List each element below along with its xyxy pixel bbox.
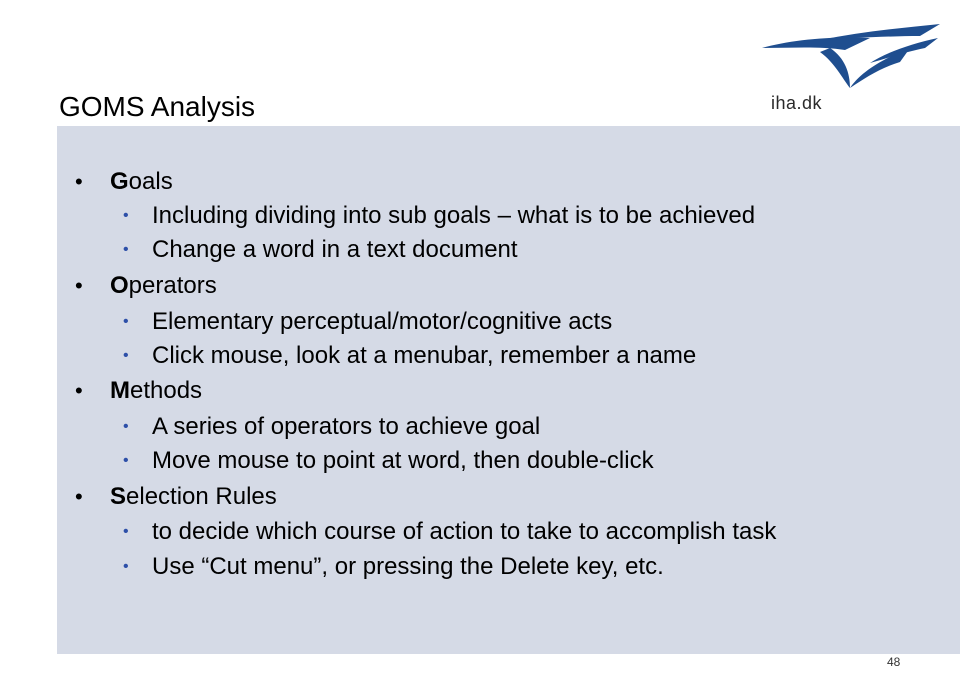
- bullet-rest: ethods: [130, 377, 203, 404]
- content-panel: [57, 126, 960, 654]
- sub-bullet-text: Elementary perceptual/motor/cognitive acts: [152, 308, 613, 335]
- logo-text: iha.dk: [771, 93, 823, 113]
- bullet-rest: election Rules: [126, 483, 277, 510]
- bullet-rest: oals: [128, 168, 173, 195]
- sub-bullet-text: Move mouse to point at word, then double-click: [152, 447, 654, 474]
- bullet-dot: •: [75, 484, 83, 509]
- sub-bullet-text: Including dividing into sub goals – what is to be achieved: [152, 202, 756, 229]
- sub-bullet-dot: •: [123, 241, 129, 258]
- sub-bullet-dot: •: [123, 207, 129, 224]
- sub-bullet-dot: •: [123, 523, 129, 540]
- bullet-lead: M: [110, 377, 130, 404]
- bullet-dot: •: [75, 273, 83, 298]
- sub-bullet-text: to decide which course of action to take to accomplish task: [152, 518, 777, 545]
- sub-bullet-text: Change a word in a text document: [152, 236, 518, 263]
- sub-bullet-text: Click mouse, look at a menubar, remember a name: [152, 342, 697, 369]
- page-number: 48: [887, 655, 901, 669]
- sub-bullet-dot: •: [123, 347, 129, 364]
- sub-bullet-text: Use “Cut menu”, or pressing the Delete key, etc.: [152, 553, 664, 580]
- bullet-dot: •: [75, 169, 83, 194]
- sub-bullet-dot: •: [123, 452, 129, 469]
- bullet-lead: G: [110, 168, 129, 195]
- sub-bullet-dot: •: [123, 313, 129, 330]
- bullet-dot: •: [75, 378, 83, 403]
- sub-bullet-dot: •: [123, 418, 129, 435]
- sub-bullet-dot: •: [123, 558, 129, 575]
- bullet-lead: S: [110, 483, 127, 510]
- bullet-lead: O: [110, 272, 129, 299]
- sub-bullet-text: A series of operators to achieve goal: [152, 413, 541, 440]
- bullet-rest: perators: [128, 272, 217, 299]
- slide-title: GOMS Analysis: [59, 91, 256, 122]
